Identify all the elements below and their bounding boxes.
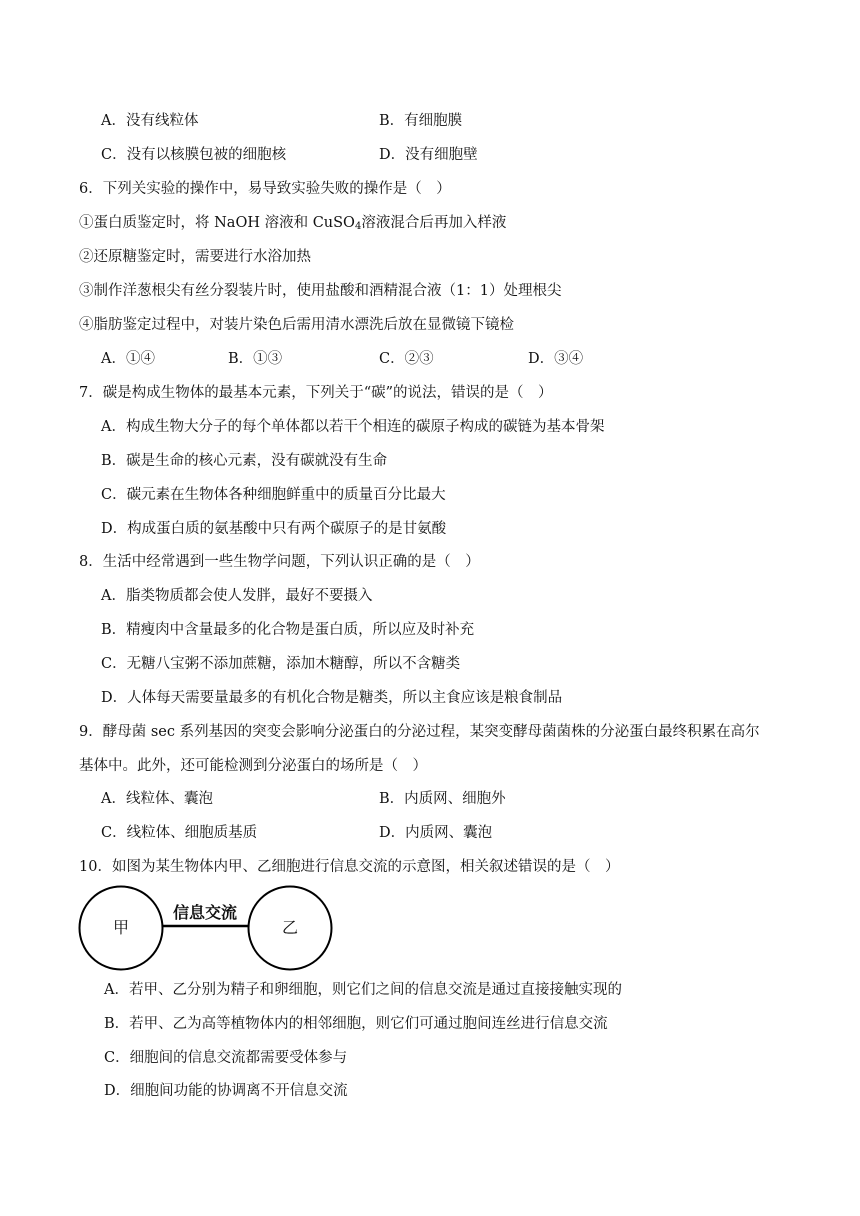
q6-stem: 6．下列关实验的操作中，易导致实验失败的操作是（ ）: [79, 181, 451, 197]
q10-option-c: C．细胞间的信息交流都需要受体参与: [104, 1050, 348, 1066]
q6-item-2: ②还原糖鉴定时，需要进行水浴加热: [79, 249, 311, 265]
q7-option-c: C．碳元素在生物体各种细胞鲜重中的质量百分比最大: [101, 487, 446, 503]
q6-option-b: B．①③: [228, 351, 283, 367]
q5-option-b: B．有细胞膜: [379, 113, 463, 129]
q7-option-b: B．碳是生命的核心元素，没有碳就没有生命: [101, 453, 388, 469]
q6-item-4: ④脂肪鉴定过程中，对装片染色后需用清水漂洗后放在显微镜下镜检: [79, 317, 514, 333]
q9-stem-line-2: 基体中。此外，还可能检测到分泌蛋白的场所是（ ）: [79, 758, 427, 774]
link-label: 信息交流: [172, 903, 238, 922]
q10-option-d: D．细胞间功能的协调离不开信息交流: [104, 1083, 348, 1099]
cell-jia-label: 甲: [112, 920, 130, 937]
q6-option-c: C．②③: [379, 351, 434, 367]
q6-item-1: [79, 213, 506, 237]
q7-stem: 7．碳是构成生物体的最基本元素，下列关于“碳”的说法，错误的是（ ）: [79, 385, 553, 401]
cell-communication-diagram: [78, 885, 338, 971]
q8-stem: 8．生活中经常遇到一些生物学问题，下列认识正确的是（ ）: [79, 554, 480, 570]
q6-item-1-sub: 4: [354, 221, 362, 232]
q7-option-d: D．构成蛋白质的氨基酸中只有两个碳原子的是甘氨酸: [101, 521, 447, 537]
q8-option-d: D．人体每天需要量最多的有机化合物是糖类，所以主食应该是粮食制品: [101, 690, 563, 706]
q8-option-b: B．精瘦肉中含量最多的化合物是蛋白质，所以应及时补充: [101, 622, 475, 638]
q8-option-a: A．脂类物质都会使人发胖，最好不要摄入: [101, 588, 373, 604]
q5-option-a: A．没有线粒体: [101, 113, 199, 129]
q6-item-1-post: 溶液混合后再加入样液: [361, 215, 507, 231]
q6-option-a: A．①④: [101, 351, 155, 367]
q5-option-c: C．没有以核膜包被的细胞核: [101, 147, 287, 163]
q6-item-3: ③制作洋葱根尖有丝分裂装片时，使用盐酸和酒精混合液（1：1）处理根尖: [79, 283, 562, 299]
q10-option-a: A．若甲、乙分别为精子和卵细胞，则它们之间的信息交流是通过直接接触实现的: [104, 982, 622, 998]
q7-option-a: A．构成生物大分子的每个单体都以若干个相连的碳原子构成的碳链为基本骨架: [101, 419, 605, 435]
q5-option-d: D．没有细胞壁: [379, 147, 478, 163]
q9-option-c: C．线粒体、细胞质基质: [101, 825, 258, 841]
cell-yi-label: 乙: [281, 920, 299, 937]
q6-option-d: D．③④: [528, 351, 584, 367]
q9-option-a: A．线粒体、囊泡: [101, 791, 213, 807]
q9-option-d: D．内质网、囊泡: [379, 825, 493, 841]
q9-option-b: B．内质网、细胞外: [379, 791, 506, 807]
q10-option-b: B．若甲、乙为高等植物体内的相邻细胞，则它们可通过胞间连丝进行信息交流: [104, 1016, 608, 1032]
q6-item-1-pre: ①蛋白质鉴定时，将 NaOH 溶液和 CuSO: [79, 215, 355, 231]
q10-stem: 10．如图为某生物体内甲、乙细胞进行信息交流的示意图，相关叙述错误的是（ ）: [79, 859, 620, 875]
q8-option-c: C．无糖八宝粥不添加蔗糖，添加木糖醇，所以不含糖类: [101, 656, 461, 672]
q9-stem-line-1: 9．酵母菌 sec 系列基因的突变会影响分泌蛋白的分泌过程，某突变酵母菌菌株的分泌蛋白最终积累在高尔: [79, 724, 760, 740]
